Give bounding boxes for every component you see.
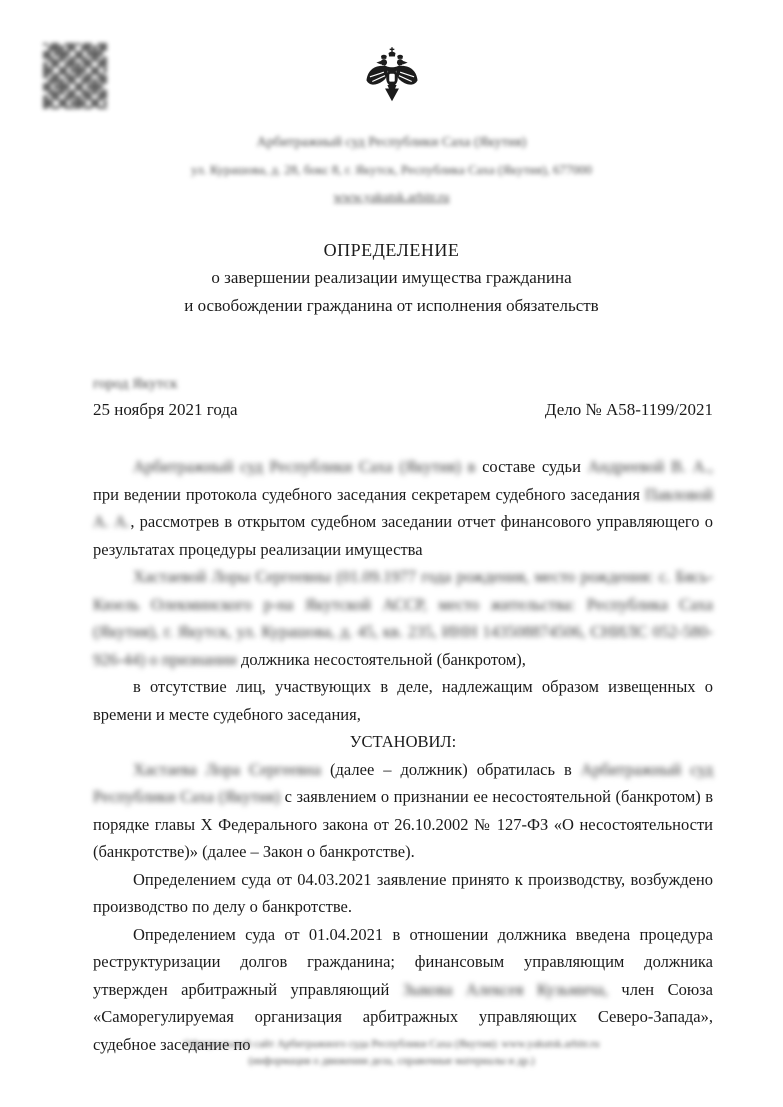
body-text: в отсутствие лиц, участвующих в деле, надлежащим образом извещенных о времени и месте судебного заседания, (93, 677, 713, 724)
body-text: должника несостоятельной (банкротом), (240, 649, 526, 669)
paragraph-debtor-details (93, 563, 713, 673)
paragraph-court-composition (93, 453, 713, 563)
body-text: член Союза «Саморегулируемая организация арбитражных управляющих Северо-Запада», судебное заседание по (93, 979, 713, 1054)
qr-code-image (43, 43, 107, 109)
paragraph-bankruptcy-application (93, 756, 713, 866)
body-text: , рассмотрев в открытом судебном заседании отчет финансового управляющего о результатах процедуры реализации имущества (93, 512, 713, 559)
redacted-text: Зыкова Алексея Кузьмича, (402, 979, 608, 999)
paragraph-case-acceptance (93, 866, 713, 921)
court-name: Арбитражный суд Республики Саха (Якутия) (256, 135, 527, 150)
court-address: ул. Курашова, д. 28, бокс 8, г. Якутск, Республика Саха (Якутия), 677000 (191, 162, 592, 177)
redacted-text: Хастаева Лора Сергеевна (133, 759, 322, 779)
body-text: Определением суда от 01.04.2021 в отношении должника введена процедура реструктуризации долгов гражданина; финансовым управляющим должника утвержден арбитражный управляющий (93, 924, 713, 999)
city-label: город Якутск (93, 376, 178, 392)
court-website-link: www.yakutsk.arbitr.ru (333, 189, 450, 204)
redacted-text: Хастаевой Лоры Сергеевны (01.09.1977 года рождения, место рождения: с. Бясь-Кюель Олекминского р-на Якутской АССР, место жительства: Республика Саха (Якутия), г. Якутск, ул. Курашова, д. 45, кв. 235, ИНН 143508874506, СНИЛС 052-580-926-44) о признании (93, 567, 713, 669)
body-text: составе судьи (482, 457, 588, 476)
redacted-text: Арбитражный суд Республики Саха (Якутия) (93, 759, 714, 806)
document-subtitle-1: о завершении реализации имущества гражданина (211, 268, 572, 287)
paragraph-absence-notice (93, 673, 713, 728)
court-header (0, 129, 783, 210)
body-text: с заявлением о признании ее несостоятельной (банкротом) в порядке главы X Федерального закона от 26.10.2002 № 127-ФЗ «О несостоятельности (банкротстве)» (далее – Закон о банкротстве). (93, 787, 713, 861)
redacted-text: Арбитражный суд Республики Саха (Якутия) в (133, 457, 483, 476)
redacted-text: Андреевой В. А., (587, 457, 713, 476)
document-date: 25 ноября 2021 года (93, 400, 238, 419)
footer-site-note: Официальный сайт Арбитражного суда Республики Саха (Якутия): www.yakutsk.arbitr.ru (183, 1038, 600, 1050)
document-title: ОПРЕДЕЛЕНИЕ (323, 240, 460, 260)
redacted-text: Павловой А. А. (93, 484, 713, 531)
page-footer (0, 1036, 783, 1070)
body-text: при ведении протокола судебного заседания секретарем судебного заседания (93, 484, 645, 504)
russian-coat-of-arms-icon (363, 45, 421, 111)
footer-info-note: (информация о движении дела, справочные материалы и др.) (248, 1055, 535, 1067)
body-text: Определением суда от 04.03.2021 заявление принято к производству, возбуждено производство по делу о банкротстве. (93, 869, 713, 916)
body-text: (далее – должник) обратилась в (321, 759, 581, 779)
document-body (93, 453, 713, 1058)
date-case-row (93, 400, 713, 420)
document-subtitle-2: и освобождении гражданина от исполнения обязательств (184, 296, 599, 315)
section-heading-ustanovil: УСТАНОВИЛ: (349, 732, 457, 751)
case-number: Дело № А58-1199/2021 (544, 400, 713, 419)
document-title-block (0, 236, 783, 320)
